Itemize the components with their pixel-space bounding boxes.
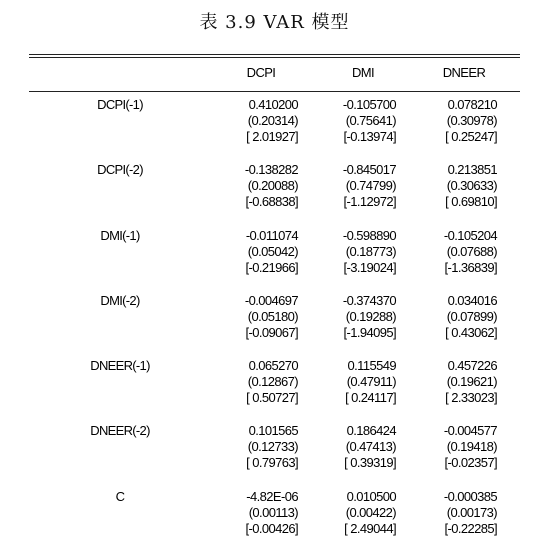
t-statistic: [-1.12972] [343,194,396,210]
standard-error: (0.00113) [248,504,298,520]
table-row [0,358,549,423]
t-statistic: [-0.22285] [444,520,497,536]
t-statistic: [-0.13974] [343,129,396,144]
row-label: DMI(-1) [100,227,140,243]
column-header-dcpi: DCPI [246,65,276,80]
standard-error: (0.19288) [345,308,396,324]
row-label: DCPI(-2) [97,162,143,178]
standard-error: (0.20314) [247,113,298,128]
table-cell [300,293,396,341]
standard-error: (0.00173) [446,504,497,520]
row-label: DNEER(-2) [90,423,150,439]
coefficient: 0.010500 [346,488,396,504]
standard-error: (0.12867) [247,374,298,390]
standard-error: (0.19621) [446,374,497,390]
table-cell [300,228,396,276]
table-row [0,228,549,293]
standard-error: (0.30978) [446,113,497,128]
standard-error: (0.07688) [446,243,497,259]
standard-error: (0.74799) [345,178,396,194]
table-row [0,97,549,162]
t-statistic: [ 0.39319] [344,455,396,471]
table-cell [401,162,497,210]
standard-error: (0.07899) [446,308,497,324]
table-cell [202,162,298,210]
table-cell [401,423,497,471]
table-cell [401,97,497,145]
coefficient: 0.213851 [447,162,497,178]
table-cell [202,97,298,145]
top-rule [29,54,520,55]
coefficient: 0.034016 [447,292,497,308]
table-cell [202,358,298,406]
coefficient: -0.138282 [244,162,298,178]
coefficient: 0.457226 [447,358,497,374]
t-statistic: [ 0.25247] [445,129,497,144]
table-title: 表 3.9 VAR 模型 [199,12,350,33]
coefficient: 0.078210 [447,97,497,112]
coefficient: -0.374370 [342,292,396,308]
coefficient: 0.065270 [248,358,298,374]
t-statistic: [-0.09067] [245,324,298,340]
table-cell [202,489,298,537]
t-statistic: [ 0.69810] [445,194,497,210]
standard-error: (0.19418) [446,439,497,455]
table-cell [401,489,497,537]
table-row [0,423,549,488]
column-header-dmi: DMI [351,65,375,80]
t-statistic: [ 2.01927] [246,129,298,144]
table-cell [300,358,396,406]
standard-error: (0.00422) [345,504,396,520]
coefficient: -0.004697 [244,292,298,308]
coefficient: 0.186424 [346,423,396,439]
standard-error: (0.47911) [346,374,396,390]
var-estimates-table [0,97,549,554]
t-statistic: [-0.68838] [245,194,298,210]
coefficient: -0.598890 [342,227,396,243]
table-cell [300,162,396,210]
column-header-dneer: DNEER [442,65,486,80]
standard-error: (0.30633) [446,178,497,194]
coefficient: -0.004577 [443,423,497,439]
row-label: DCPI(-1) [97,97,143,112]
coefficient: 0.101565 [248,423,298,439]
row-label: C [115,488,125,504]
coefficient: -0.011074 [245,227,298,243]
standard-error: (0.20088) [247,178,298,194]
t-statistic: [ 0.43062] [445,324,497,340]
row-label: DNEER(-1) [90,358,150,374]
table-cell [401,228,497,276]
t-statistic: [-3.19024] [343,259,396,275]
table-cell [300,97,396,145]
table-cell [202,228,298,276]
coefficient: -0.105700 [342,97,396,112]
t-statistic: [-0.21966] [245,259,298,275]
t-statistic: [ 2.33023] [445,390,497,406]
t-statistic: [-0.00426] [245,520,298,536]
t-statistic: [ 0.24117] [345,390,396,406]
t-statistic: [-1.94095] [343,324,396,340]
table-cell [401,293,497,341]
table-cell [202,423,298,471]
standard-error: (0.47413) [345,439,396,455]
table-cell [300,489,396,537]
coefficient: -0.105204 [443,227,497,243]
table-cell [401,358,497,406]
t-statistic: [ 0.50727] [246,390,298,406]
row-label: DMI(-2) [100,292,140,308]
table-cell [202,293,298,341]
standard-error: (0.75641) [345,113,396,128]
standard-error: (0.05180) [247,308,298,324]
table-row [0,293,549,358]
table-cell [300,423,396,471]
coefficient: -0.845017 [342,162,396,178]
standard-error: (0.05042) [247,243,298,259]
table-row [0,162,549,227]
top-rule-double [29,57,520,58]
t-statistic: [-1.36839] [444,259,497,275]
standard-error: (0.12733) [247,439,298,455]
table-row [0,489,549,554]
t-statistic: [ 0.79763] [246,455,298,471]
coefficient: -4.82E-06 [246,488,298,504]
coefficient: -0.000385 [443,488,497,504]
t-statistic: [-0.02357] [444,455,497,471]
header-rule [29,91,520,92]
coefficient: 0.410200 [248,97,298,112]
t-statistic: [ 2.49044] [344,520,396,536]
coefficient: 0.115549 [347,358,396,374]
standard-error: (0.18773) [345,243,396,259]
